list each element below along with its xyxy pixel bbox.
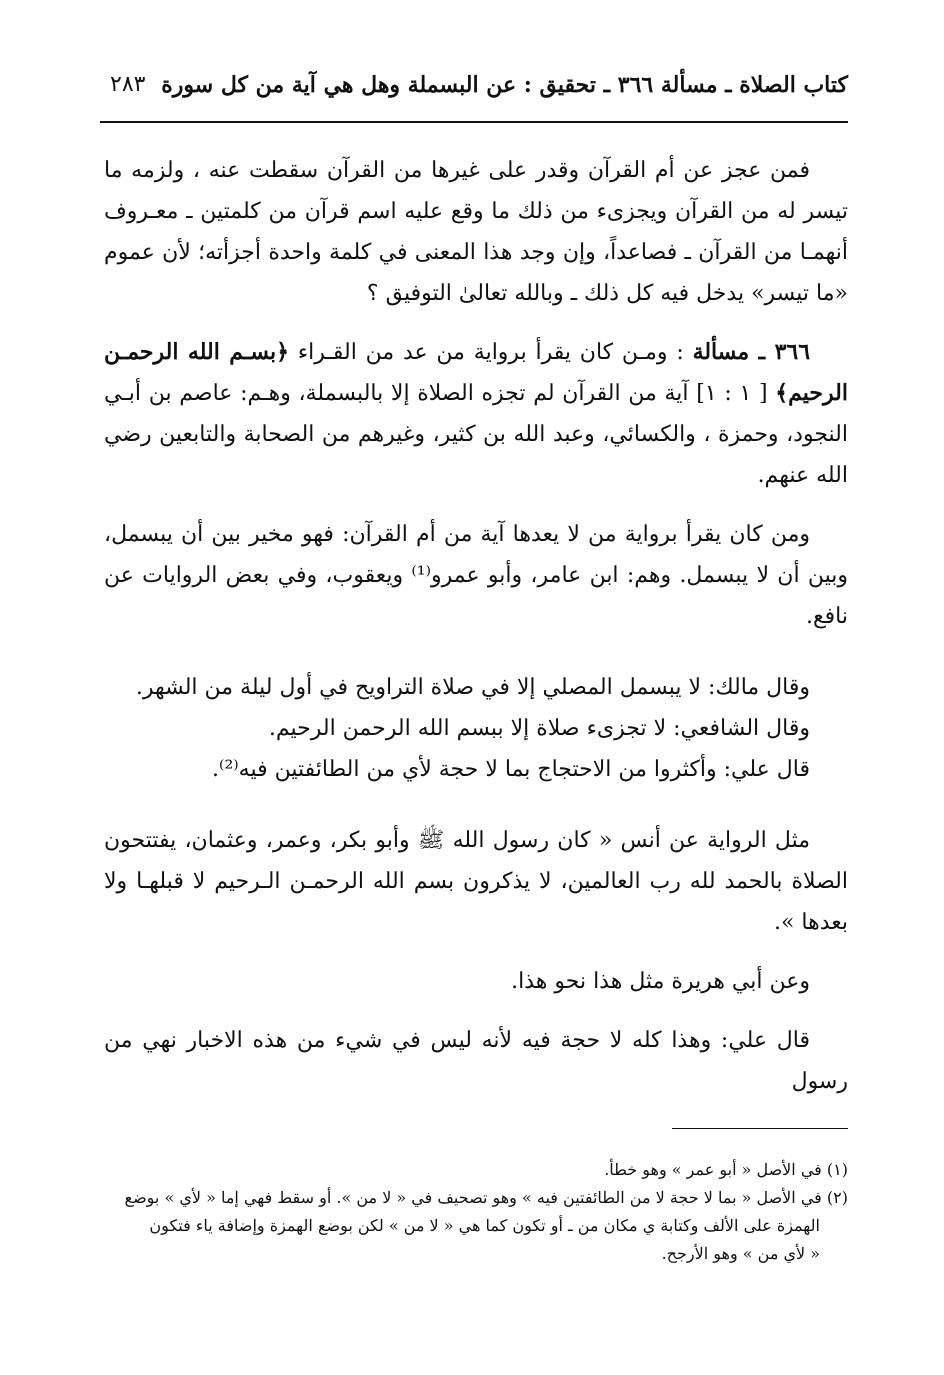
footnote-2-continued: الهمزة على الألف وكتابة ي مكان من ـ أو تكون كما هي « لا من » لكن بوضع الهمزة وإضافة ياء فتكون bbox=[149, 1216, 820, 1235]
issue-text-a: : ومـن كان يقرأ برواية من عد من القـراء bbox=[289, 340, 693, 365]
opinion-ali: قال علي: وأكثروا من الاحتجاج بما لا حجة لأي من الطائفتين فيه⁽²⁾. bbox=[212, 757, 810, 782]
footnote-2: (٢) في الأصل « بما لا حجة لا من الطائفتين فيه » وهو تصحيف في « لا من ». أو سقط فهي إما « لأي » بوضع bbox=[124, 1188, 848, 1207]
paragraph-ali: قال علي: وهذا كله لا حجة فيه لأنه ليس في شيء من هذه الاخبار نهي من رسول bbox=[104, 1028, 848, 1094]
page-number: ٢٨٣ bbox=[110, 72, 146, 97]
paragraph-anas: مثل الرواية عن أنس « كان رسول الله ﷺ وأبو بكر، وعمر، وعثمان، يفتتحون الصلاة بالحمد لله رب العالمين، لا يذكرون بسم الله الرحمـن الـرحيم لا قبلهـا ولا بعدها ». bbox=[104, 828, 848, 935]
paragraph-issue-366 bbox=[104, 332, 848, 496]
header-divider bbox=[100, 121, 848, 123]
footnote-1: (١) في الأصل « أبو عمر » وهو خطأ. bbox=[604, 1160, 848, 1179]
paragraph-3: ومن كان يقرأ برواية من لا يعدها آية من أم القرآن: فهو مخير بين أن يبسمل، وبين أن لا يبسمل. وهم: ابن عامر، وأبو عمرو⁽¹⁾ ويعقوب، وفي بعض الروايات عن نافع. bbox=[104, 522, 848, 629]
footnote-divider bbox=[672, 1128, 848, 1129]
footnotes bbox=[104, 1156, 848, 1268]
issue-label: ٣٦٦ ـ مسألة bbox=[692, 339, 811, 365]
opinions-block bbox=[104, 667, 848, 790]
running-title: كتاب الصلاة ـ مسألة ٣٦٦ ـ تحقيق : عن البسملة وهل هي آية من كل سورة bbox=[161, 72, 848, 98]
paragraph-1: فمن عجز عن أم القرآن وقدر على غيرها من القرآن سقطت عنه ، ولزمه ما تيسر له من القرآن ويجزىء من ذلك ما وقع عليه اسم قرآن من كلمتين ـ معـروف أنهمـا من القرآن ـ فصاعداً، وإن وجد هذا المعنى في كلمة واحدة أجزأته؛ لأن عموم «ما تيسر» يدخل فيه كل ذلك ـ وبالله تعالىٰ التوفيق ؟ bbox=[104, 158, 848, 306]
main-text bbox=[104, 150, 848, 1102]
page-header bbox=[100, 72, 848, 112]
issue-text-b: [ ١ : ١] آية من القرآن لم تجزه الصلاة إلا بالبسملة، وهـم: عاصم بن أبـي النجود، وحمزة ، والكسائي، وعبد الله بن كثير، وغيرهم من الصحابة والتابعين رضي الله عنهم. bbox=[104, 381, 848, 488]
basmala-quote: ﴿بسـم الله الرحمـن الرحيم﴾ bbox=[104, 339, 848, 406]
opinion-shafii: وقال الشافعي: لا تجزىء صلاة إلا ببسم الله الرحمن الرحيم. bbox=[268, 716, 810, 741]
opinion-malik: وقال مالك: لا يبسمل المصلي إلا في صلاة التراويح في أول ليلة من الشهر. bbox=[135, 675, 810, 700]
footnote-2-end: « لأي من » وهو الأرجح. bbox=[661, 1244, 820, 1263]
paragraph-abu-hurayra: وعن أبي هريرة مثل هذا نحو هذا. bbox=[511, 969, 810, 994]
